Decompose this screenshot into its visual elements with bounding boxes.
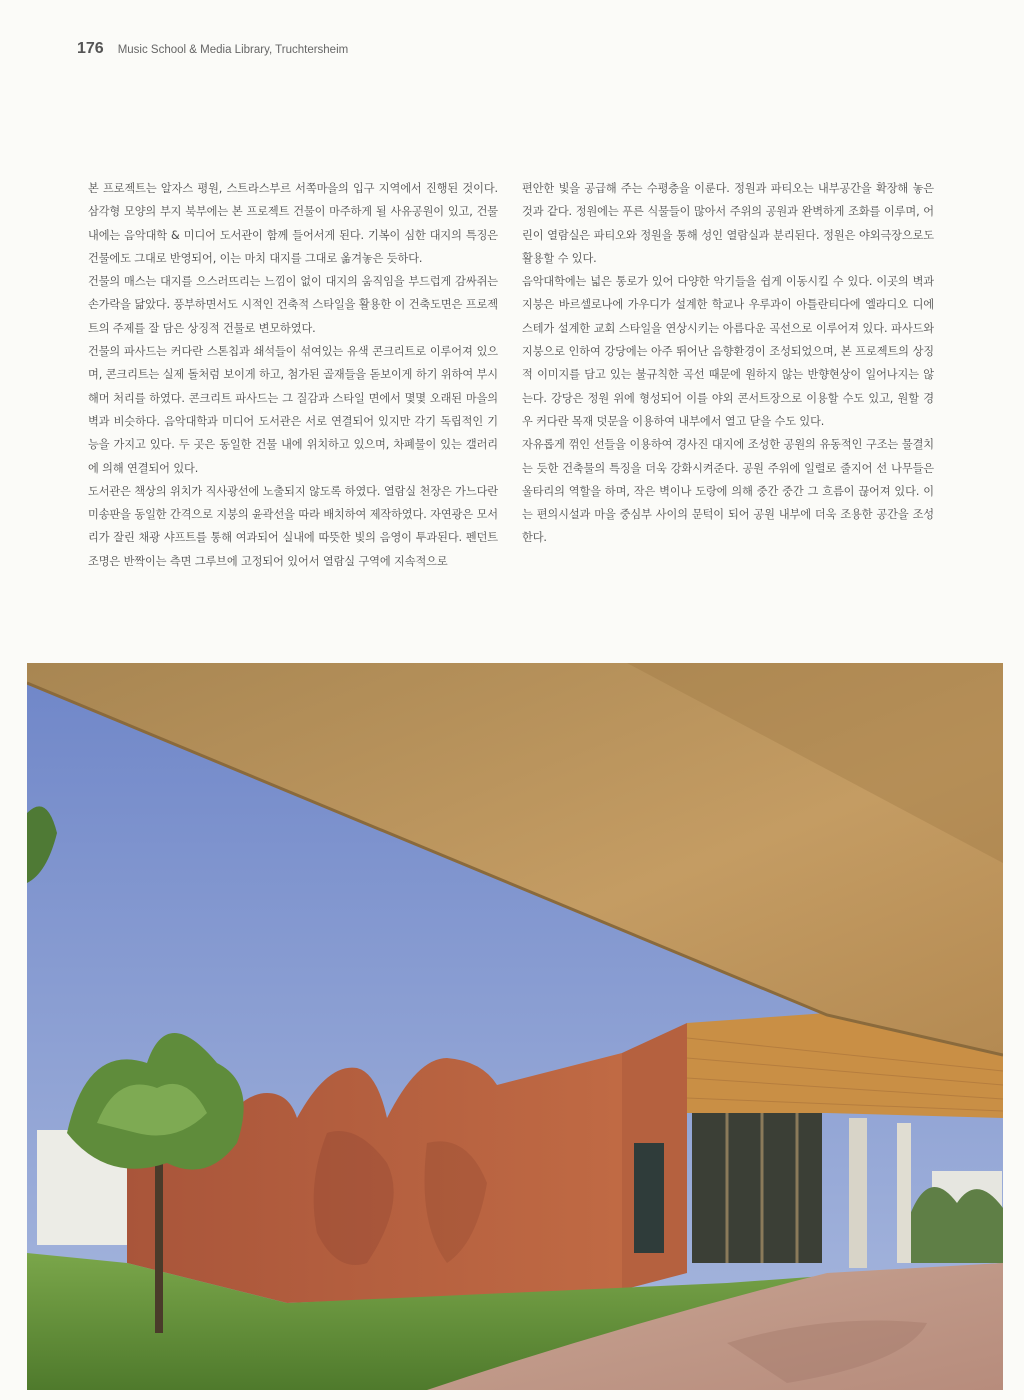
page-header — [77, 40, 348, 58]
paragraph: 건물의 파사드는 커다란 스톤칩과 쇄석들이 섞여있는 유색 콘크리트로 이루어져 있으며, 콘크리트는 실제 돌처럼 보이게 하고, 첨가된 골재들을 돋보이게 하기 위하여 부시해머 처리를 하였다. 콘크리트 파사드는 그 질감과 스타일 면에서 몇몇 오래된 마을의 벽과 비슷하다. 음악대학과 미디어 도서관은 서로 연결되어 있지만 각기 독립적인 기능을 가지고 있다. 두 곳은 동일한 건물 내에 위치하고 있으며, 차폐물이 있는 갤러리에 의해 연결되어 있다. — [88, 345, 498, 475]
text-column-right — [522, 177, 934, 550]
paragraph: 음악대학에는 넓은 통로가 있어 다양한 악기들을 쉽게 이동시킬 수 있다. 이곳의 벽과 지붕은 바르셀로나에 가우디가 설계한 학교나 우루과이 아틀란티다에 엘라디오 디에스테가 설계한 교회 스타일을 연상시키는 아름다운 곡선으로 이루어져 있다. 파사드와 지붕으로 인하여 강당에는 아주 뛰어난 음향환경이 조성되었으며, 본 프로젝트의 상징적 이미지를 담고 있는 불규칙한 곡선 때문에 원하지 않는 반향현상이 일어나지는 않는다. 강당은 정원 위에 형성되어 이를 야외 콘서트장으로 이용할 수도 있고, 원할 경우 커다란 목재 덧문을 이용하여 내부에서 열고 닫을 수도 있다. — [522, 275, 934, 428]
paragraph: 편안한 빛을 공급해 주는 수평층을 이룬다. 정원과 파티오는 내부공간을 확장해 놓은 것과 같다. 정원에는 푸른 식물들이 많아서 주위의 공원과 완벽하게 조화를 이루며, 어린이 열람실은 파티오와 정원을 통해 성인 열람실과 분리된다. 정원은 야외극장으로도 활용할 수 있다. — [522, 182, 934, 265]
paragraph: 건물의 매스는 대지를 으스러뜨리는 느낌이 없이 대지의 움직임을 부드럽게 감싸쥐는 손가락을 닮았다. 풍부하면서도 시적인 건축적 스타일을 활용한 이 건축도면은 프로젝트의 주제를 잘 담은 상징적 건물로 변모하였다. — [88, 275, 498, 335]
paragraph: 도서관은 책상의 위치가 직사광선에 노출되지 않도록 하였다. 열람실 천장은 가느다란 미송판을 동일한 간격으로 지붕의 윤곽선을 따라 배치하여 제작하였다. 자연광은 모서리가 잘린 채광 샤프트를 통해 여과되어 실내에 따뜻한 빛의 음영이 투과된다. 펜던트 조명은 반짝이는 측면 그루브에 고정되어 있어서 열람실 구역에 지속적으로 — [88, 484, 498, 568]
building-photo-illustration — [27, 663, 1003, 1390]
paragraph: 본 프로젝트는 알자스 평원, 스트라스부르 서쪽마을의 입구 지역에서 진행된 것이다. 삼각형 모양의 부지 북부에는 본 프로젝트 건물이 마주하게 될 사유공원이 있고, 건물 내에는 음악대학 & 미디어 도서관이 함께 들어서게 된다. 기복이 심한 대지의 특징은 건물에도 그대로 반영되어, 이는 마치 대지를 그대로 옮겨놓은 듯하다. — [88, 182, 498, 265]
paragraph: 자유롭게 꺾인 선들을 이용하여 경사진 대지에 조성한 공원의 유동적인 구조는 물결치는 듯한 건축물의 특징을 더욱 강화시켜준다. 공원 주위에 일렬로 줄지어 선 나무들은 울타리의 역할을 하며, 작은 벽이나 도랑에 의해 중간 중간 그 흐름이 끊어져 있다. 이는 편의시설과 마을 중심부 사이의 문턱이 되어 공원 내부에 더욱 조용한 공간을 조성한다. — [522, 438, 934, 545]
running-title: Music School & Media Library, Truchtersheim — [117, 44, 349, 56]
column — [897, 1123, 911, 1263]
page-number: 176 — [77, 40, 104, 57]
column — [849, 1118, 867, 1268]
text-column-left — [88, 177, 498, 573]
entrance-glazing — [692, 1113, 822, 1263]
building-photo — [27, 663, 1003, 1390]
window — [634, 1143, 664, 1253]
